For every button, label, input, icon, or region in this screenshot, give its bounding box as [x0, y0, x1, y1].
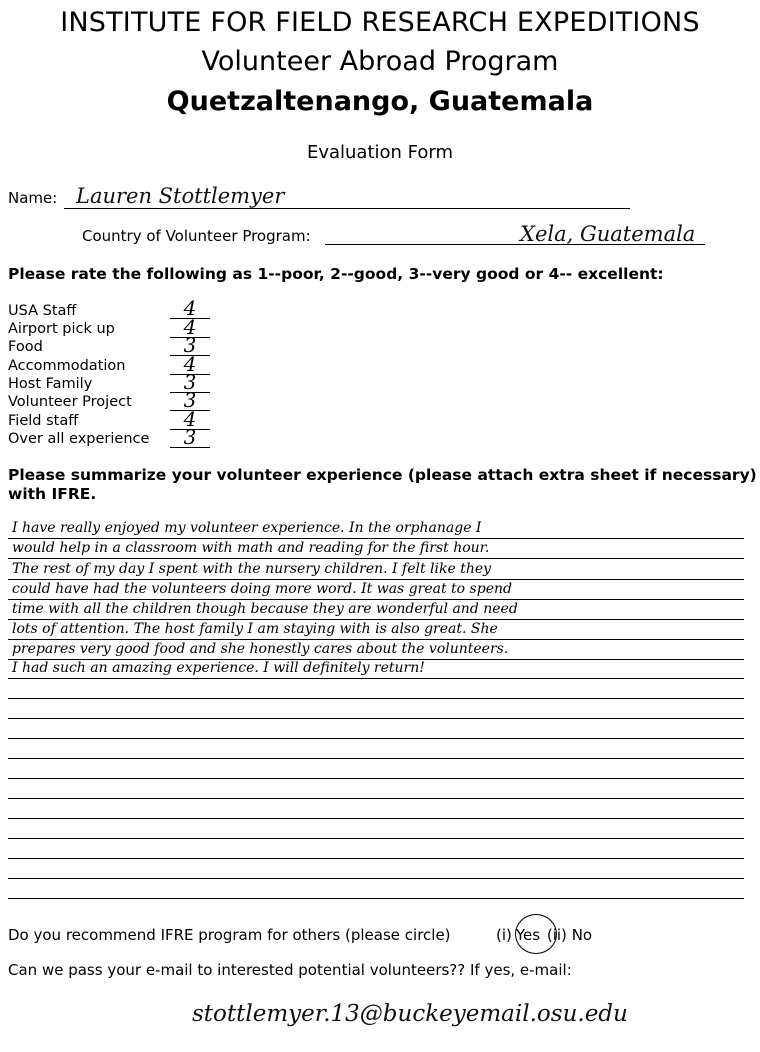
- summary-rule: [8, 639, 744, 640]
- rating-value-overall[interactable]: 3: [183, 425, 197, 449]
- rating-label-overall: Over all experience: [8, 431, 150, 447]
- rating-value-host-family[interactable]: 3: [183, 370, 197, 394]
- rating-line: [170, 447, 210, 448]
- rating-value-food[interactable]: 3: [183, 333, 197, 357]
- rating-label-host-family: Host Family: [8, 376, 93, 392]
- summary-rule: [8, 579, 744, 580]
- summary-rule: [8, 599, 744, 600]
- yes-circle-mark: [515, 914, 557, 954]
- program-title: Volunteer Abroad Program: [201, 46, 559, 77]
- option-yes-number: (i): [496, 926, 512, 944]
- country-label: Country of Volunteer Program:: [82, 227, 311, 245]
- rating-label-usa-staff: USA Staff: [8, 303, 77, 319]
- summary-rule: [8, 898, 744, 899]
- summary-rule: [8, 858, 744, 859]
- summary-rule: [8, 818, 744, 819]
- summary-text-line: prepares very good food and she honestly cares about the volunteers.: [12, 641, 509, 657]
- rating-label-food: Food: [8, 339, 43, 355]
- org-title: INSTITUTE FOR FIELD RESEARCH EXPEDITIONS: [60, 7, 700, 38]
- summary-rule: [8, 698, 744, 699]
- summary-rule: [8, 538, 744, 539]
- summary-rule: [8, 678, 744, 679]
- email-question: Can we pass your e-mail to interested potential volunteers?? If yes, e-mail:: [8, 961, 572, 979]
- option-no[interactable]: No: [571, 926, 593, 944]
- rating-value-airport-pickup[interactable]: 4: [183, 315, 197, 339]
- summary-rule: [8, 758, 744, 759]
- summary-prompt-line2: with IFRE.: [8, 485, 97, 503]
- summary-text-line: time with all the children though because they are wonderful and need: [12, 601, 518, 617]
- summary-prompt-line1: Please summarize your volunteer experience (please attach extra sheet if necessary): [8, 466, 757, 484]
- option-yes[interactable]: Yes: [515, 926, 541, 944]
- email-value[interactable]: stottlemyer.13@buckeyemail.osu.edu: [192, 1001, 628, 1027]
- rating-label-field-staff: Field staff: [8, 413, 79, 429]
- summary-rule: [8, 558, 744, 559]
- summary-rule: [8, 838, 744, 839]
- country-value[interactable]: Xela, Guatemala: [520, 222, 696, 246]
- summary-rule: [8, 798, 744, 799]
- rating-value-usa-staff[interactable]: 4: [183, 296, 197, 320]
- rating-label-accommodation: Accommodation: [8, 358, 126, 374]
- summary-text-line: could have had the volunteers doing more word. It was great to spend: [12, 581, 512, 597]
- name-label: Name:: [8, 189, 58, 207]
- summary-text-line: lots of attention. The host family I am staying with is also great. She: [12, 621, 498, 637]
- summary-rule: [8, 778, 744, 779]
- location-title: Quetzaltenango, Guatemala: [166, 86, 594, 117]
- rating-value-volunteer-project[interactable]: 3: [183, 388, 197, 412]
- rating-value-field-staff[interactable]: 4: [183, 407, 197, 431]
- summary-rule: [8, 738, 744, 739]
- rating-value-accommodation[interactable]: 4: [183, 352, 197, 376]
- summary-text-line: I have really enjoyed my volunteer experience. In the orphanage I: [12, 520, 482, 536]
- summary-rule: [8, 718, 744, 719]
- ratings-instruction: Please rate the following as 1--poor, 2--good, 3--very good or 4-- excellent:: [8, 265, 664, 283]
- name-line: [64, 208, 630, 209]
- summary-text-line: would help in a classroom with math and reading for the first hour.: [12, 540, 490, 556]
- summary-rule: [8, 878, 744, 879]
- option-no-number: (ii): [546, 926, 567, 944]
- name-value[interactable]: Lauren Stottlemyer: [76, 184, 285, 208]
- summary-text-line: I had such an amazing experience. I will definitely return!: [12, 660, 425, 676]
- rating-label-airport-pickup: Airport pick up: [8, 321, 115, 337]
- recommend-question: Do you recommend IFRE program for others (please circle): [8, 926, 451, 944]
- form-title: Evaluation Form: [306, 142, 454, 163]
- rating-label-volunteer-project: Volunteer Project: [8, 394, 132, 410]
- summary-rule: [8, 619, 744, 620]
- summary-text-line: The rest of my day I spent with the nursery children. I felt like they: [12, 561, 492, 577]
